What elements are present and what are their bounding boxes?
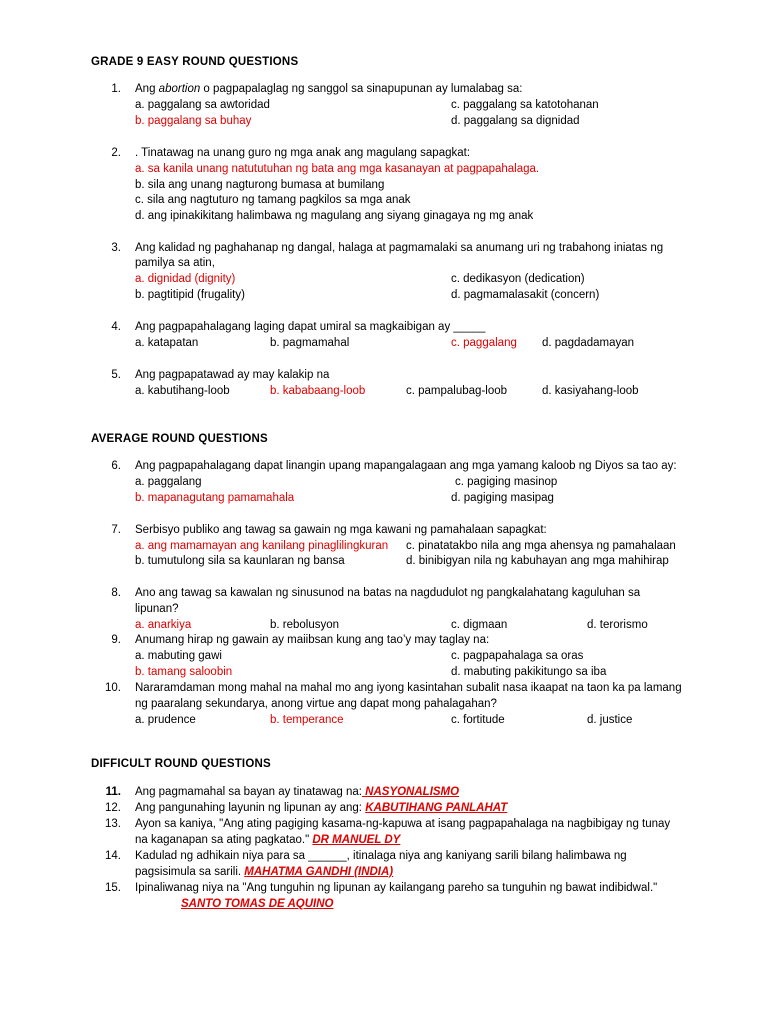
question-9-text: Anumang hirap ng gawain ay maiibsan kung ang tao’y may taglay na: xyxy=(135,634,490,646)
question-number: 1. xyxy=(111,83,121,95)
choice-b: b. pagmamahal xyxy=(270,337,350,349)
choice-a: a. paggalang xyxy=(135,476,202,488)
choice-c: c. pampalubag-loob xyxy=(406,385,508,397)
choice-c: c. pinatatakbo nila ang mga ahensya ng pamahalaan xyxy=(406,540,676,552)
choice-a: a. katapatan xyxy=(135,337,199,349)
choice-b: b. pagtitipid (frugality) xyxy=(135,289,245,301)
question-15-text: Ipinaliwanag niya na "Ang tunguhin ng lipunan ay kailangang pareho sa tunguhin ng bawat indibidwal." xyxy=(135,882,658,894)
choice-a-correct: a. ang mamamayan ang kanilang pinaglilingkuran xyxy=(135,540,389,552)
choice-d: d. justice xyxy=(587,714,633,726)
question-number: 3. xyxy=(111,242,121,254)
question-13-line-2: na kaganapan sa ating pagkatao." DR MANUEL DY xyxy=(135,834,401,846)
question-number: 9. xyxy=(111,634,121,646)
question-2-text: . Tinatawag na unang guro ng mga anak ang magulang sapagkat: xyxy=(135,147,471,159)
question-14-line-1: Kadulad ng adhikain niya para sa ______, itinalaga niya ang kaniyang sarili bilang halimbawa ng xyxy=(135,850,627,862)
question-number: 7. xyxy=(111,524,121,536)
question-number: 14. xyxy=(105,850,121,862)
choice-a: a. paggalang sa awtoridad xyxy=(135,99,270,111)
choice-a-correct: a. dignidad (dignity) xyxy=(135,273,236,285)
question-number: 13. xyxy=(105,818,121,830)
choice-c: c. dedikasyon (dedication) xyxy=(451,273,585,285)
choice-d: d. kasiyahang-loob xyxy=(542,385,639,397)
question-number: 8. xyxy=(111,587,121,599)
choice-d: d. ang ipinakikitang halimbawa ng magulang ang siyang ginagaya ng mg anak xyxy=(135,210,534,222)
choice-a-correct: a. sa kanila unang natututuhan ng bata ang mga kasanayan at pagpapahalaga. xyxy=(135,163,540,175)
question-7-text: Serbisyo publiko ang tawag sa gawain ng mga kawani ng pamahalaan sapagkat: xyxy=(135,524,547,536)
choice-d: d. paggalang sa dignidad xyxy=(451,115,580,127)
choice-d: d. terorismo xyxy=(587,619,648,631)
question-1-text: Ang abortion o pagpapalaglag ng sanggol sa sinapupunan ay lumalabag sa: xyxy=(135,83,523,95)
question-number: 2. xyxy=(111,147,121,159)
choice-b-correct: b. paggalang sa buhay xyxy=(135,115,252,127)
question-3-line-1: Ang kalidad ng paghahanap ng dangal, halaga at pagmamalaki sa anumang uri ng trabahong iniatas ng xyxy=(135,242,664,254)
easy-round-heading: GRADE 9 EASY ROUND QUESTIONS xyxy=(91,56,299,68)
question-10-line-1: Nararamdaman mong mahal na mahal mo ang iyong kasintahan subalit nasa ikaapat na taon ka pa lamang xyxy=(135,682,682,694)
choice-c: c. pagpapahalaga sa oras xyxy=(451,650,584,662)
question-12-text: Ang pangunahing layunin ng lipunan ay ang: KABUTIHANG PANLAHAT xyxy=(135,802,508,814)
question-14-line-2: pagsisimula sa sarili. MAHATMA GANDHI (INDIA) xyxy=(135,866,394,878)
question-10-line-2: ng paaralang sekundarya, anong virtue ang dapat mong pahalagahan? xyxy=(135,698,497,710)
question-11-text: Ang pagmamahal sa bayan ay tinatawag na: NASYONALISMO xyxy=(135,786,460,798)
question-4-text: Ang pagpapahalagang laging dapat umiral sa magkaibigan ay _____ xyxy=(135,321,486,333)
choice-d: d. pagdadamayan xyxy=(542,337,635,349)
question-1-emphasis: abortion xyxy=(158,83,201,95)
choice-a: a. prudence xyxy=(135,714,196,726)
choice-c: c. sila ang nagtuturo ng tamang pagkilos sa mga anak xyxy=(135,194,411,206)
choice-c: c. digmaan xyxy=(451,619,508,631)
choice-a: a. mabuting gawi xyxy=(135,650,222,662)
question-3-line-2: pamilya sa atin, xyxy=(135,257,215,269)
question-8-line-1: Ano ang tawag sa kawalan ng sinusunod na batas na nagdudulot ng pangkalahatang kaguluhan sa xyxy=(135,587,641,599)
choice-c: c. pagiging masinop xyxy=(455,476,558,488)
question-number: 5. xyxy=(111,369,121,381)
choice-c: c. fortitude xyxy=(451,714,505,726)
answer-text: KABUTIHANG PANLAHAT xyxy=(365,802,508,814)
question-13-line-1: Ayon sa kaniya, "Ang ating pagiging kasama-ng-kapuwa at isang pagpapahalaga na nagbibigay ng tunay xyxy=(135,818,671,830)
choice-a: a. kabutihang-loob xyxy=(135,385,230,397)
answer-text: DR MANUEL DY xyxy=(312,834,401,846)
question-number: 4. xyxy=(111,321,121,333)
choice-d: d. binibigyan nila ng kabuhayan ang mga mahihirap xyxy=(406,555,669,567)
choice-c: c. paggalang sa katotohanan xyxy=(451,99,599,111)
choice-b: b. tumutulong sila sa kaunlaran ng bansa xyxy=(135,555,345,567)
question-6-text: Ang pagpapahalagang dapat linangin upang mapangalagaan ang mga yamang kaloob ng Diyos sa tao ay: xyxy=(135,460,677,472)
choice-d: d. pagmamalasakit (concern) xyxy=(451,289,600,301)
choice-d: d. mabuting pakikitungo sa iba xyxy=(451,666,607,678)
choice-d: d. pagiging masipag xyxy=(451,492,554,504)
choice-b: b. rebolusyon xyxy=(270,619,340,631)
choice-a-correct: a. anarkiya xyxy=(135,619,192,631)
difficult-round-heading: DIFFICULT ROUND QUESTIONS xyxy=(91,758,271,770)
choice-b-correct: b. temperance xyxy=(270,714,344,726)
question-number: 6. xyxy=(111,460,121,472)
choice-b-correct: b. kababaang-loob xyxy=(270,385,366,397)
question-5-text: Ang pagpapatawad ay may kalakip na xyxy=(135,369,330,381)
question-number: 15. xyxy=(105,882,121,894)
choice-b: b. sila ang unang nagturong bumasa at bumilang xyxy=(135,179,385,191)
question-number: 12. xyxy=(105,802,121,814)
question-8-line-2: lipunan? xyxy=(135,603,179,615)
choice-c-correct: c. paggalang xyxy=(451,337,517,349)
answer-text: MAHATMA GANDHI (INDIA) xyxy=(244,866,394,878)
answer-text: NASYONALISMO xyxy=(361,786,460,798)
choice-b-correct: b. mapanagutang pamamahala xyxy=(135,492,295,504)
choice-b-correct: b. tamang saloobin xyxy=(135,666,233,678)
average-round-heading: AVERAGE ROUND QUESTIONS xyxy=(91,433,268,445)
question-number: 11. xyxy=(105,786,121,798)
question-number: 10. xyxy=(105,682,121,694)
answer-text: SANTO TOMAS DE AQUINO xyxy=(181,898,334,910)
